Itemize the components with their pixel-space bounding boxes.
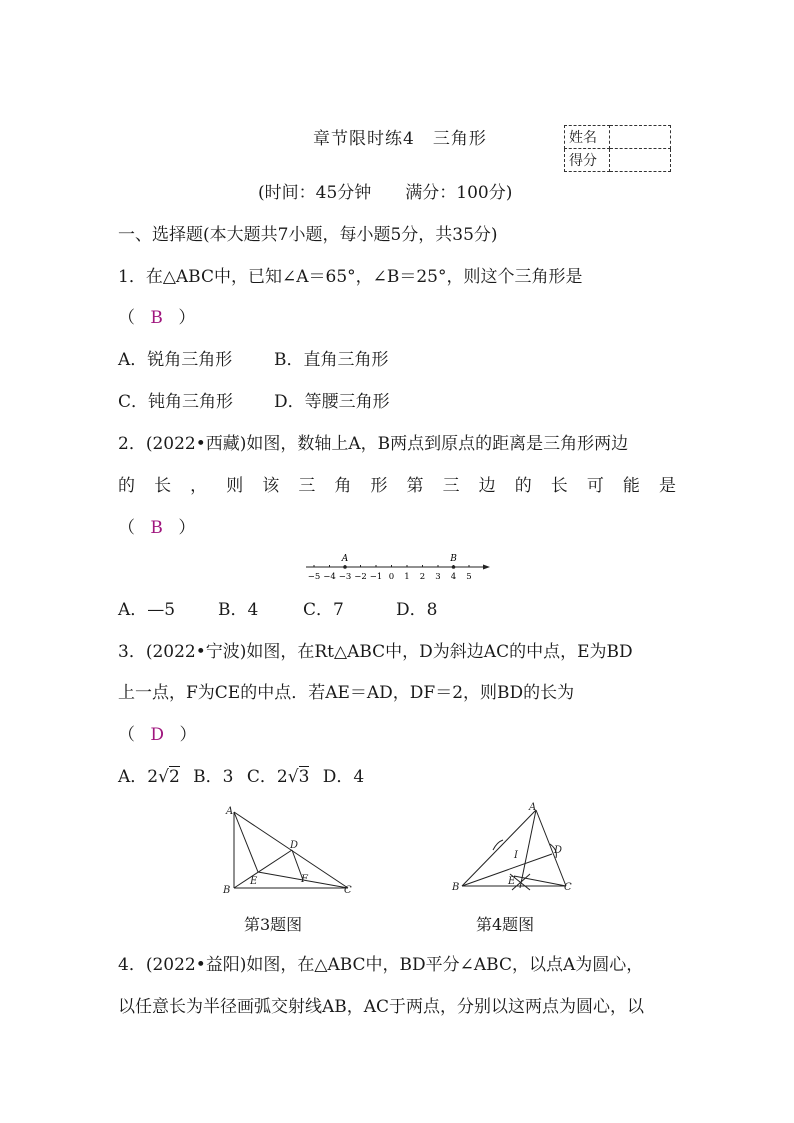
score-label: 得分 <box>565 149 610 172</box>
q3-stem-line2: 上一点，F为CE的中点．若AE＝AD，DF＝2，则BD的长为 <box>118 683 575 703</box>
label-e: E <box>250 876 258 887</box>
section-heading: 一、选择题(本大题共7小题，每小题5分，共35分) <box>118 225 498 245</box>
page-title: 章节限时练4 三角形 <box>313 129 487 149</box>
q2-answer-paren <box>118 518 195 538</box>
segment-ae <box>234 812 258 872</box>
time-score-info: (时间：45分钟 满分：100分) <box>258 183 513 203</box>
q3-option-d: D．4 <box>322 767 365 787</box>
name-score-box <box>564 125 671 172</box>
paren-open: （ <box>118 725 135 745</box>
number-line-tick-label: −4 <box>323 572 336 582</box>
q3-option-c-radicand: 3 <box>298 767 310 787</box>
q2-stem-word: 三 <box>298 476 316 496</box>
q2-stem-word: 该 <box>262 476 280 496</box>
q2-stem-word: 角 <box>334 476 352 496</box>
point-a-label: A <box>341 554 349 564</box>
figure-3-caption: 第3题图 <box>244 915 303 934</box>
q3-stem-line1: 3．(2022•宁波)如图，在Rt△ABC中，D为斜边AC的中点，E为BD <box>118 642 633 662</box>
q3-option-b: B．3 <box>193 767 234 787</box>
label-i: I <box>514 850 518 861</box>
q2-option-c: C．7 <box>303 600 344 620</box>
label-b: B <box>452 882 460 893</box>
q2-stem-line2 <box>118 476 676 496</box>
score-field[interactable] <box>610 149 671 172</box>
number-line-tick-label: −5 <box>307 572 321 582</box>
q2-stem-word: 则 <box>226 476 244 496</box>
name-label: 姓名 <box>565 126 610 149</box>
label-f: F <box>301 874 308 885</box>
label-d: D <box>290 840 299 851</box>
q2-stem-word: 能 <box>622 476 640 496</box>
label-a: A <box>529 802 537 813</box>
q1-option-b: B．直角三角形 <box>274 350 389 370</box>
label-b: B <box>223 885 231 895</box>
q2-answer: B <box>150 518 163 538</box>
number-line-tick-label: 5 <box>466 572 472 582</box>
number-line-tick-label: 1 <box>404 572 410 582</box>
q4-stem-line2: 以任意长为半径画弧交射线AB，AC于两点，分别以这两点为圆心，以 <box>118 997 645 1017</box>
q1-option-c: C．钝角三角形 <box>118 392 234 412</box>
number-line-tick-label: 2 <box>419 572 426 582</box>
figure-4 <box>450 800 580 895</box>
q2-stem-line1: 2．(2022•西藏)如图，数轴上A，B两点到原点的距离是三角形两边 <box>118 434 629 454</box>
label-d: D <box>554 845 563 856</box>
number-line-tick-label: −1 <box>369 572 383 582</box>
name-field[interactable] <box>610 126 671 149</box>
number-line-tick-label: 3 <box>435 572 441 582</box>
number-line-tick-label: −3 <box>338 572 352 582</box>
q2-stem-word: 的 <box>118 476 135 496</box>
q3-option-a-prefix: A．2 <box>118 767 159 787</box>
q3-options <box>118 767 364 787</box>
q2-stem-word: 形 <box>370 476 388 496</box>
point-b-label: B <box>450 554 457 564</box>
q1-answer-paren <box>118 308 195 328</box>
number-line-tick-label: 4 <box>450 572 457 582</box>
q1-answer: B <box>150 308 163 328</box>
paren-close: ） <box>179 725 197 745</box>
label-a: A <box>226 806 234 817</box>
side-ab <box>462 810 536 886</box>
q2-stem-word: 第 <box>406 476 424 496</box>
sqrt-icon: √ <box>287 767 299 787</box>
paren-open: （ <box>118 308 135 328</box>
label-c: C <box>564 882 572 893</box>
q3-option-a-radicand: 2 <box>168 767 180 787</box>
paren-close: ） <box>178 308 196 328</box>
segment-bd <box>234 850 292 888</box>
number-line-tick-label: −2 <box>354 572 367 582</box>
q2-stem-word: 长 <box>550 476 568 496</box>
q2-stem-word: 的 <box>514 476 532 496</box>
q3-option-a <box>118 766 180 787</box>
paren-close: ） <box>178 518 196 538</box>
number-line-figure <box>300 550 495 586</box>
q2-stem-word: 是 <box>658 476 676 496</box>
q3-answer-paren <box>118 725 196 745</box>
q2-option-b: B．4 <box>218 600 259 620</box>
q2-stem-word: 可 <box>586 476 604 496</box>
point-a-marker <box>343 565 347 569</box>
q2-stem-word: 边 <box>478 476 496 496</box>
q3-option-c-prefix: C．2 <box>246 767 288 787</box>
sqrt-icon: √ <box>158 767 169 787</box>
q3-answer: D <box>150 725 165 745</box>
label-e: E <box>508 876 516 887</box>
q1-option-d: D．等腰三角形 <box>274 392 390 412</box>
axis-arrow-icon <box>483 565 490 570</box>
q2-stem-word: 三 <box>442 476 460 496</box>
paren-open: （ <box>118 518 135 538</box>
q3-option-c <box>247 767 310 787</box>
q4-stem-line1: 4．(2022•益阳)如图，在△ABC中，BD平分∠ABC，以点A为圆心， <box>118 955 644 975</box>
q2-option-d: D．8 <box>396 600 438 620</box>
q2-stem-word: 长 <box>154 476 172 496</box>
q1-stem: 1．在△ABC中，已知∠A＝65°，∠B＝25°，则这个三角形是 <box>118 267 583 287</box>
figure-3 <box>220 800 360 895</box>
number-line-tick-label: 0 <box>388 572 395 582</box>
point-b-marker <box>452 565 456 569</box>
q2-stem-word: ， <box>190 476 208 496</box>
figure-4-caption: 第4题图 <box>476 915 535 934</box>
label-c: C <box>344 885 352 895</box>
q2-option-a: A．—5 <box>118 600 176 620</box>
q1-option-a: A．锐角三角形 <box>118 350 233 370</box>
